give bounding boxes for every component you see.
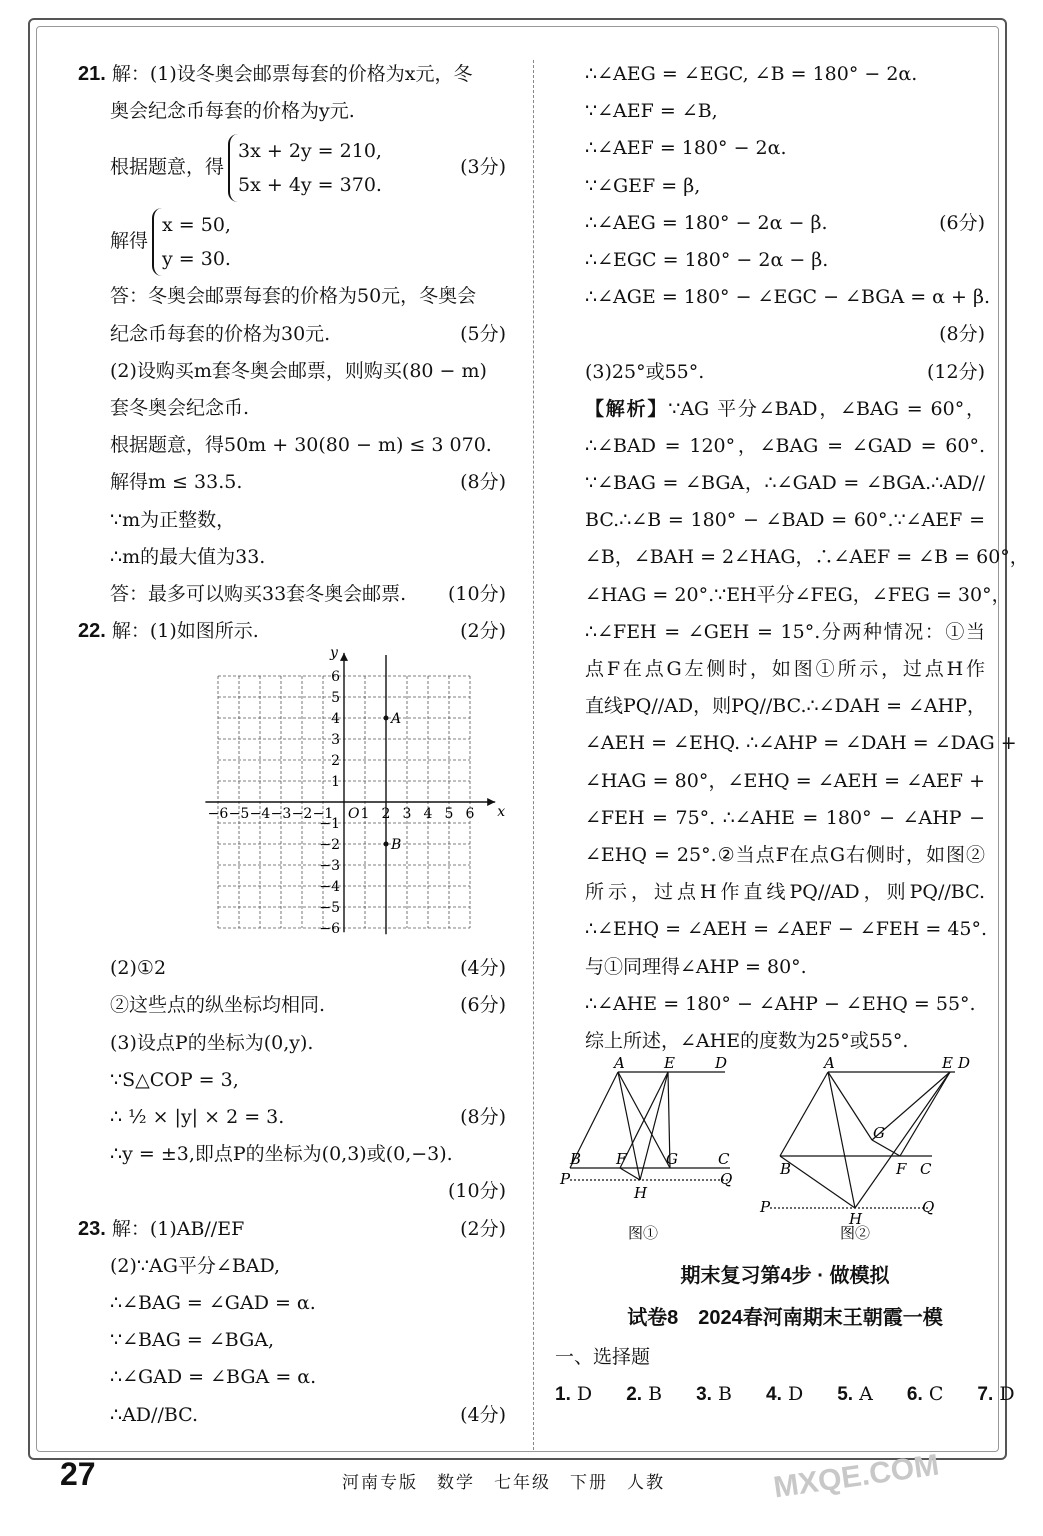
answer-3: 3. B bbox=[696, 1383, 732, 1406]
point-a-label: A bbox=[391, 711, 402, 728]
figure-2 bbox=[759, 1054, 970, 1242]
proof-line5: ∴∠AEG = 180° − 2α − β. (6分) bbox=[585, 211, 985, 234]
point-a bbox=[384, 716, 389, 721]
x-tick-label: 4 bbox=[423, 806, 433, 823]
footer-text: 河南专版 数学 七年级 下册 人教 bbox=[342, 1473, 665, 1493]
analysis-tag: 【解析】 bbox=[585, 397, 669, 420]
fig2-label-q: Q bbox=[922, 1198, 935, 1217]
y-tick-label: 3 bbox=[331, 732, 340, 749]
proof-line7: ∴∠AGE = 180° − ∠EGC − ∠BGA = α + β. bbox=[585, 286, 991, 309]
page-number: 27 bbox=[60, 1456, 96, 1492]
analysis-line10: ∠AEH = ∠EHQ. ∴∠AHP = ∠DAH = ∠DAG + bbox=[585, 732, 1017, 755]
q21-part2b: 套冬奥会纪念币. bbox=[110, 396, 250, 419]
paper-title: 试卷8 2024春河南期末王朝霞一模 bbox=[627, 1307, 943, 1330]
q21-solve: 解得m ≤ 33.5. (8分) bbox=[110, 471, 506, 494]
fig1-label-f: F bbox=[616, 1150, 627, 1169]
analysis-line12: ∠FEH = 75°. ∴∠AHE = 180° − ∠AHP − bbox=[585, 806, 985, 829]
q21-line1: 21. 解：(1)设冬奥会邮票每套的价格为x元，冬 bbox=[78, 63, 473, 85]
proof-score8: (8分) bbox=[939, 323, 985, 346]
y-tick-label: 5 bbox=[331, 690, 340, 707]
right-column bbox=[555, 56, 1029, 1413]
q22-number: 22. bbox=[78, 620, 106, 643]
x-axis-arrow bbox=[487, 798, 495, 806]
y-axis-arrow bbox=[340, 653, 348, 661]
q21-integer: ∵m为正整数， bbox=[110, 508, 236, 531]
fig2-label-p: P bbox=[760, 1198, 771, 1217]
proof-line3: ∴∠AEF = 180° − 2α. bbox=[585, 137, 787, 160]
fig2-label-h: H bbox=[849, 1210, 863, 1229]
figure-1 bbox=[559, 1054, 732, 1242]
answer-5: 5. A bbox=[837, 1383, 873, 1406]
fig1-caption: 图① bbox=[628, 1224, 659, 1243]
q21-line2: 奥会纪念币每套的价格为y元. bbox=[110, 100, 355, 123]
answer-6: 6. C bbox=[906, 1383, 944, 1406]
part3-answer: (3)25°或55°. (12分) bbox=[585, 360, 985, 383]
x-tick-label: −2 bbox=[291, 806, 313, 823]
analysis-line14: 所示，过点H作直线PQ//AD，则PQ//BC. bbox=[585, 881, 985, 904]
fig1-label-g: G bbox=[666, 1150, 678, 1169]
q23-step3: ∴∠GAD = ∠BGA = α. bbox=[110, 1366, 317, 1389]
q22-score-line: (10分) bbox=[447, 1180, 506, 1203]
origin-label: O bbox=[348, 806, 360, 823]
y-tick-label: 4 bbox=[331, 711, 340, 728]
y-tick-label: −5 bbox=[319, 900, 340, 917]
answer-7: 7. D bbox=[977, 1383, 1015, 1406]
geometry-figures bbox=[560, 1054, 985, 1255]
analysis-line5: ∠B，∠BAH = 2∠HAG，∴∠AEF = ∠B = 60°， bbox=[585, 546, 1029, 569]
y-tick-label: −1 bbox=[319, 816, 340, 833]
coordinate-graph bbox=[78, 645, 506, 950]
fig2-label-c: C bbox=[920, 1160, 932, 1179]
q21-number: 21. bbox=[78, 63, 106, 85]
q23-step2: ∵∠BAG = ∠BGA, bbox=[110, 1329, 275, 1352]
x-axis-label: x bbox=[497, 804, 506, 821]
analysis-line17: ∴∠AHE = 180° − ∠AHP − ∠EHQ = 55°. bbox=[585, 992, 976, 1015]
q21-part2: (2)设购买m套冬奥会邮票，则购买(80 − m) bbox=[110, 359, 487, 382]
analysis-line2: ∴∠BAD = 120°，∠BAG = ∠GAD = 60°. bbox=[585, 434, 985, 457]
fig2-label-a: A bbox=[824, 1054, 835, 1073]
q22-area: ∵S△COP = 3, bbox=[110, 1068, 239, 1091]
fig1-label-h: H bbox=[634, 1184, 648, 1203]
q22-part2: (2)①2 (4分) bbox=[110, 957, 506, 980]
q21-inequality: 根据题意，得50m + 30(80 − m) ≤ 3 070. bbox=[110, 434, 492, 457]
q21-answer1: 答：冬奥会邮票每套的价格为50元，冬奥会 bbox=[110, 285, 477, 308]
y-tick-label: −2 bbox=[319, 837, 340, 854]
left-column bbox=[78, 56, 506, 1434]
y-axis-label: y bbox=[330, 645, 338, 662]
fig2-label-g: G bbox=[873, 1124, 885, 1143]
proof-line1: ∴∠AEG = ∠EGC, ∠B = 180° − 2α. bbox=[585, 63, 918, 85]
answer-1: 1. D bbox=[555, 1383, 593, 1406]
y-tick-label: 6 bbox=[331, 669, 340, 686]
x-tick-label: 3 bbox=[402, 806, 412, 823]
choice-answers bbox=[555, 1376, 1015, 1413]
x-tick-label: 1 bbox=[360, 806, 370, 823]
analysis-line16: 与①同理得∠AHP = 80°. bbox=[585, 955, 807, 978]
q23-part2: (2)∵AG平分∠BAD, bbox=[110, 1254, 281, 1277]
analysis-line9: 直线PQ//AD，则PQ//BC.∴∠DAH = ∠AHP， bbox=[585, 695, 987, 718]
point-b bbox=[384, 842, 389, 847]
fig1-label-q: Q bbox=[720, 1170, 733, 1189]
coordinate-grid-svg bbox=[78, 645, 506, 950]
q21-final: 答：最多可以购买33套冬奥会邮票. (10分) bbox=[110, 582, 506, 605]
analysis-line8: 点F在点G左侧时，如图①所示，过点H作 bbox=[585, 658, 985, 680]
proof-line2: ∵∠AEF = ∠B, bbox=[585, 100, 718, 123]
fig2-label-f: F bbox=[896, 1160, 907, 1179]
page-footer bbox=[60, 1448, 960, 1505]
x-tick-label: −4 bbox=[249, 806, 271, 823]
x-tick-label: 2 bbox=[381, 806, 391, 823]
analysis-line11: ∠HAG = 80°，∠EHQ = ∠AEH = ∠AEF + bbox=[585, 769, 985, 792]
fig1-label-d: D bbox=[715, 1054, 728, 1073]
q23-line1: 23. 解：(1)AB//EF (2分) bbox=[78, 1217, 506, 1240]
q22-part2b: ②这些点的纵坐标均相同. (6分) bbox=[110, 994, 506, 1017]
fig1-label-e: E bbox=[664, 1054, 675, 1073]
q22-line1: 22. 解：(1)如图所示. (2分) bbox=[78, 620, 506, 643]
fig1-label-a: A bbox=[614, 1054, 625, 1073]
proof-line6: ∴∠EGC = 180° − 2α − β. bbox=[585, 248, 829, 271]
q23-step4: ∴AD//BC. (4分) bbox=[110, 1403, 506, 1426]
analysis-line7: ∴∠FEH = ∠GEH = 15°.分两种情况：①当 bbox=[585, 620, 985, 643]
analysis-line15: ∴∠EHQ = ∠AEH = ∠AEF − ∠FEH = 45°. bbox=[585, 918, 988, 941]
analysis-line4: BC.∴∠B = 180° − ∠BAD = 60°.∵∠AEF = bbox=[585, 509, 985, 532]
q21-max: ∴m的最大值为33. bbox=[110, 545, 266, 568]
q21-solution: 解得 x = 50, y = 30. bbox=[78, 204, 506, 278]
x-tick-label: 6 bbox=[465, 806, 475, 823]
x-tick-label: −1 bbox=[312, 806, 334, 823]
fig1-label-b: B bbox=[570, 1150, 582, 1169]
y-tick-label: −3 bbox=[319, 858, 340, 875]
solution-brace: x = 50, y = 30. bbox=[152, 208, 231, 276]
section-title: 期末复习第4步 · 做模拟 bbox=[680, 1265, 890, 1288]
fig2-label-e: E bbox=[942, 1054, 953, 1073]
x-tick-label: 5 bbox=[444, 806, 454, 823]
proof-line4: ∵∠GEF = β, bbox=[585, 174, 701, 197]
watermark: MXQE.COM bbox=[771, 1448, 942, 1505]
analysis-line6: ∠HAG = 20°.∵EH平分∠FEG，∠FEG = 30°， bbox=[585, 583, 1011, 606]
q21-system: 根据题意，得 3x + 2y = 210, 5x + 4y = 370. (3分) bbox=[78, 130, 506, 204]
fig2-label-d: D bbox=[958, 1054, 971, 1073]
q21-answer1b: 纪念币每套的价格为30元. (5分) bbox=[110, 322, 506, 345]
part-heading: 一、选择题 bbox=[555, 1346, 651, 1369]
q22-result: ∴y = ±3,即点P的坐标为(0,3)或(0,−3). bbox=[110, 1143, 453, 1166]
fig1-label-c: C bbox=[718, 1150, 730, 1169]
equation-brace: 3x + 2y = 210, 5x + 4y = 370. bbox=[228, 134, 382, 202]
fig1-label-p: P bbox=[560, 1170, 571, 1189]
q23-number: 23. bbox=[78, 1217, 106, 1240]
x-tick-label: −3 bbox=[270, 806, 292, 823]
x-tick-label: −5 bbox=[228, 806, 250, 823]
q22-part3: (3)设点P的坐标为(0,y). bbox=[110, 1031, 314, 1054]
analysis-conclusion: 综上所述，∠AHE的度数为25°或55°. bbox=[585, 1029, 909, 1052]
q22-equation: ∴ ½ × |y| × 2 = 3. (8分) bbox=[110, 1106, 506, 1128]
analysis-line13: ∠EHQ = 25°.②当点F在点G右侧时，如图② bbox=[585, 843, 985, 866]
analysis-line3: ∵∠BAG = ∠BGA，∴∠GAD = ∠BGA.∴AD// bbox=[585, 472, 985, 495]
column-divider bbox=[533, 60, 534, 1450]
y-tick-label: −6 bbox=[319, 921, 340, 938]
y-tick-label: 2 bbox=[331, 753, 340, 770]
y-tick-label: 1 bbox=[331, 774, 340, 791]
x-tick-label: −6 bbox=[207, 806, 229, 823]
y-tick-label: −4 bbox=[319, 879, 340, 896]
point-b-label: B bbox=[391, 837, 402, 854]
q23-step1: ∴∠BAG = ∠GAD = α. bbox=[110, 1291, 316, 1314]
fig2-label-b: B bbox=[780, 1160, 792, 1179]
answer-4: 4. D bbox=[766, 1383, 804, 1406]
analysis-line1: 【解析】∵AG 平分∠BAD，∠BAG = 60°， bbox=[585, 397, 985, 420]
answer-2: 2. B bbox=[626, 1383, 663, 1406]
geometry-figures-svg bbox=[560, 1054, 980, 1255]
fig2-caption: 图② bbox=[840, 1224, 871, 1243]
